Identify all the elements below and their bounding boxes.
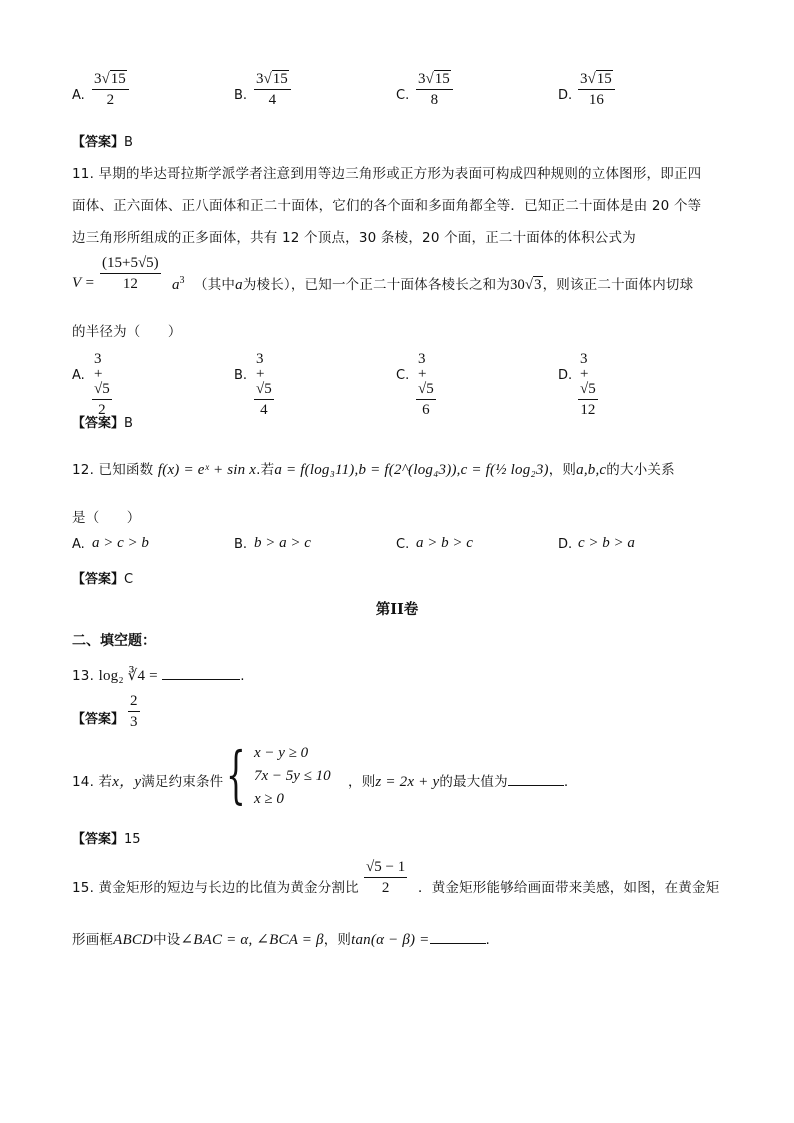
constraint-2: 7x − 5y ≤ 10 xyxy=(254,768,331,784)
option-label: C. xyxy=(396,368,410,383)
option-label: D. xyxy=(558,88,573,103)
option-label: B. xyxy=(234,537,248,552)
q15-tan: tan(α − β) = xyxy=(351,932,430,948)
section-subtitle: 二、填空题： xyxy=(72,633,156,649)
section-title: 第II卷 xyxy=(375,601,419,618)
q12-options xyxy=(72,537,732,557)
q15-line2: 形画框ABCD中设∠BAC = α, ∠BCA = β，则tan(α − β) = . xyxy=(72,932,491,948)
constraint-system xyxy=(254,742,331,811)
option-expr: a > c > b xyxy=(92,535,149,551)
volume-lhs: V = xyxy=(72,275,95,291)
constraint-brace: { xyxy=(226,738,246,811)
q10-options xyxy=(72,72,732,118)
q14-line: 14. 若x，y满足约束条件 { x − y ≥ 0 7x − 5y ≤ 10 x ≥ 0 ，则z = 2x + y的最大值为 . xyxy=(72,738,569,811)
option-expr: c > b > a xyxy=(578,535,635,551)
volume-fraction: $\frac{(15+5√5)}{12}$ xyxy=(102,255,159,292)
q11-line1: 11. 早期的毕达哥拉斯学派学者注意到用等边三角形或正方形为表面可构成四种规则的立体图形，即正四 xyxy=(72,166,702,182)
q12-line1: 12. 已知函数 f(x) = eˣ + sin x.若a = f(log₃11),b = f(2^(log₄3)),c = f(½ log₂3)，则a,b,c的大小关系 xyxy=(72,462,675,478)
option-label: B. xyxy=(234,88,248,103)
option-fraction: $\frac{3 + √5}{4}$ xyxy=(256,351,272,418)
constraint-1: x − y ≥ 0 xyxy=(254,745,309,761)
volume-var: $a^3$ xyxy=(172,275,185,293)
option-label: A. xyxy=(72,368,85,383)
option-label: C. xyxy=(396,537,410,552)
q13-expr: log₂ ∛4 = xyxy=(98,668,158,684)
option-fraction: $\frac{3√15}{8}$ xyxy=(416,72,453,108)
q11-formula-line xyxy=(72,256,732,306)
option-fraction: $\frac{3√15}{4}$ xyxy=(254,72,291,108)
option-label: D. xyxy=(558,537,573,552)
q12-b: b = f(2^(log₄3)) xyxy=(358,462,457,478)
q12-line2: 是（ ） xyxy=(72,510,141,526)
option-label: B. xyxy=(234,368,248,383)
option-fraction: $\frac{3√15}{16}$ xyxy=(578,72,615,108)
q10-answer: 【答案】B xyxy=(72,135,133,150)
option-label: A. xyxy=(72,88,85,103)
q12-function: f(x) = eˣ + sin x xyxy=(157,462,257,478)
q14-blank[interactable] xyxy=(508,773,564,786)
option-expr: a > b > c xyxy=(416,535,473,551)
q11-line3: 边三角形所组成的正多面体，共有 12 个顶点，30 条棱，20 个面，正二十面体的体积公式为 xyxy=(72,230,636,246)
option-fraction: $\frac{3 + √5}{2}$ xyxy=(94,351,110,418)
option-fraction: $\frac{3 + √5}{12}$ xyxy=(580,351,596,418)
option-label: C. xyxy=(396,88,410,103)
q11-answer: 【答案】B xyxy=(72,416,133,431)
q11-line2: 面体、正六面体、正八面体和正二十面体，它们的各个面和多面角都全等．已知正二十面体是由 20 个等 xyxy=(72,198,702,214)
q15-angles: ∠BAC = α, ∠BCA = β xyxy=(180,932,324,948)
q11-options xyxy=(72,351,732,418)
q13-line: 13. log₂ ∛4 = . xyxy=(72,668,245,684)
option-label: D. xyxy=(558,368,573,383)
q13-blank[interactable] xyxy=(162,667,240,680)
q15-blank[interactable] xyxy=(430,931,486,944)
q11-line4: （其中a为棱长），已知一个正二十面体各棱长之和为30√3，则该正二十面体内切球 xyxy=(194,277,694,293)
q12-a: a = f(log₃11) xyxy=(274,462,355,478)
option-fraction: $\frac{3 + √5}{6}$ xyxy=(418,351,434,418)
constraint-3: x ≥ 0 xyxy=(254,791,284,807)
q14-answer: 【答案】15 xyxy=(72,832,141,847)
option-fraction: $\frac{3√15}{2}$ xyxy=(92,72,129,108)
option-expr: b > a > c xyxy=(254,535,311,551)
q11-line5: 的半径为（ ） xyxy=(72,324,182,340)
q15-line1: 15. 黄金矩形的短边与长边的比值为黄金分割比 $\frac{√5 - 1}{2}$ ．黄金矩形能够给画面带来美感，如图，在黄金矩 xyxy=(72,859,720,896)
golden-ratio: $\frac{√5 - 1}{2}$ xyxy=(366,859,406,896)
q12-answer: 【答案】C xyxy=(72,572,134,587)
objective: z = 2x + y xyxy=(375,774,440,790)
option-label: A. xyxy=(72,537,85,552)
q12-c: c = f(½ log₂3) xyxy=(460,462,549,478)
